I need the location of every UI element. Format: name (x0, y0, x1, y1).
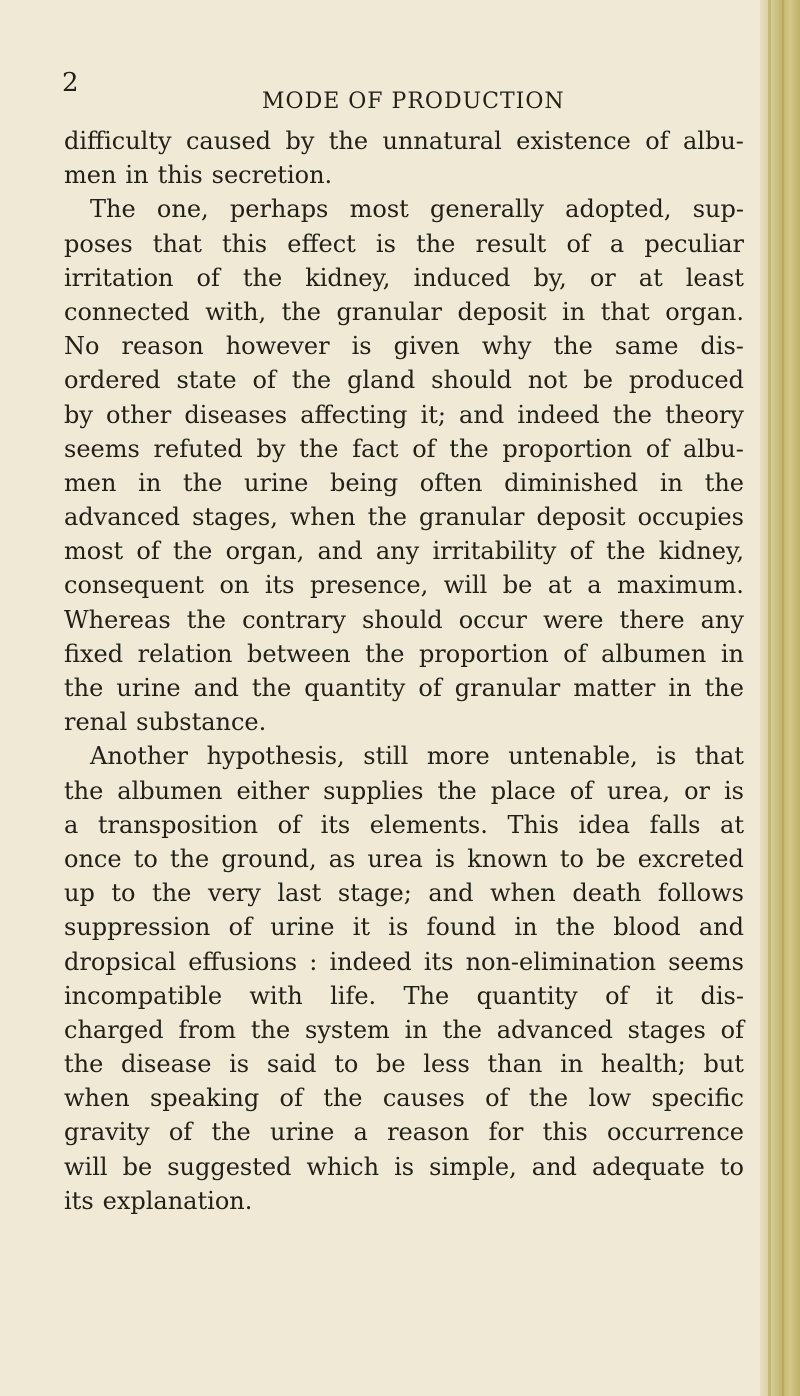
text-line: seems refuted by the fact of the proportion of albu- (64, 434, 744, 463)
text-line: advanced stages, when the granular deposit occupies (64, 503, 744, 532)
text-line: ordered state of the gland should not be produced (64, 366, 744, 395)
text-line: by other diseases affecting it; and indeed the theory (64, 400, 744, 429)
text-line: the urine and the quantity of granular matter in the (64, 674, 744, 702)
page-edge (760, 0, 800, 1396)
text-line: The one, perhaps most generally adopted, sup- (90, 195, 744, 224)
text-line: difficulty caused by the unnatural existence of albu- (64, 127, 744, 155)
text-line: men in this secretion. (64, 161, 333, 190)
text-line: connected with, the granular deposit in that organ. (64, 297, 744, 326)
text-line: gravity of the urine a reason for this occurrence (64, 1118, 744, 1147)
text-line: men in the urine being often diminished in the (64, 468, 744, 497)
text-line: most of the organ, and any irritability of the kidney, (64, 537, 744, 566)
text-line: suppression of urine it is found in the blood and (64, 913, 744, 942)
text-line: its explanation. (64, 1186, 253, 1215)
text-line: will be suggested which is simple, and adequate to (64, 1152, 744, 1181)
page-number: 2 (62, 68, 79, 98)
text-line: the disease is said to be less than in health; but (64, 1050, 744, 1079)
text-line: a transposition of its elements. This idea falls at (64, 810, 744, 839)
text-line: when speaking of the causes of the low specific (64, 1084, 744, 1113)
text-line: incompatible with life. The quantity of it dis- (64, 981, 744, 1010)
body-text (64, 124, 744, 1218)
text-line: poses that this effect is the result of a peculiar (64, 229, 744, 258)
text-line: charged from the system in the advanced stages of (64, 1015, 744, 1044)
text-line: dropsical effusions : indeed its non-elimination seems (64, 947, 744, 976)
text-line: renal substance. (64, 708, 267, 737)
text-line: up to the very last stage; and when death follows (64, 879, 744, 908)
text-line: the albumen either supplies the place of urea, or is (64, 776, 744, 805)
running-head: MODE OF PRODUCTION (262, 89, 565, 114)
text-line: fixed relation between the proportion of albumen in (64, 639, 744, 668)
text-line: irritation of the kidney, induced by, or at least (64, 263, 744, 292)
text-line: Whereas the contrary should occur were there any (64, 605, 744, 634)
text-line: consequent on its presence, will be at a maximum. (64, 571, 744, 600)
text-line: Another hypothesis, still more untenable, is that (90, 742, 744, 771)
text-line: No reason however is given why the same dis- (64, 332, 744, 361)
text-line: once to the ground, as urea is known to be excreted (64, 844, 744, 873)
